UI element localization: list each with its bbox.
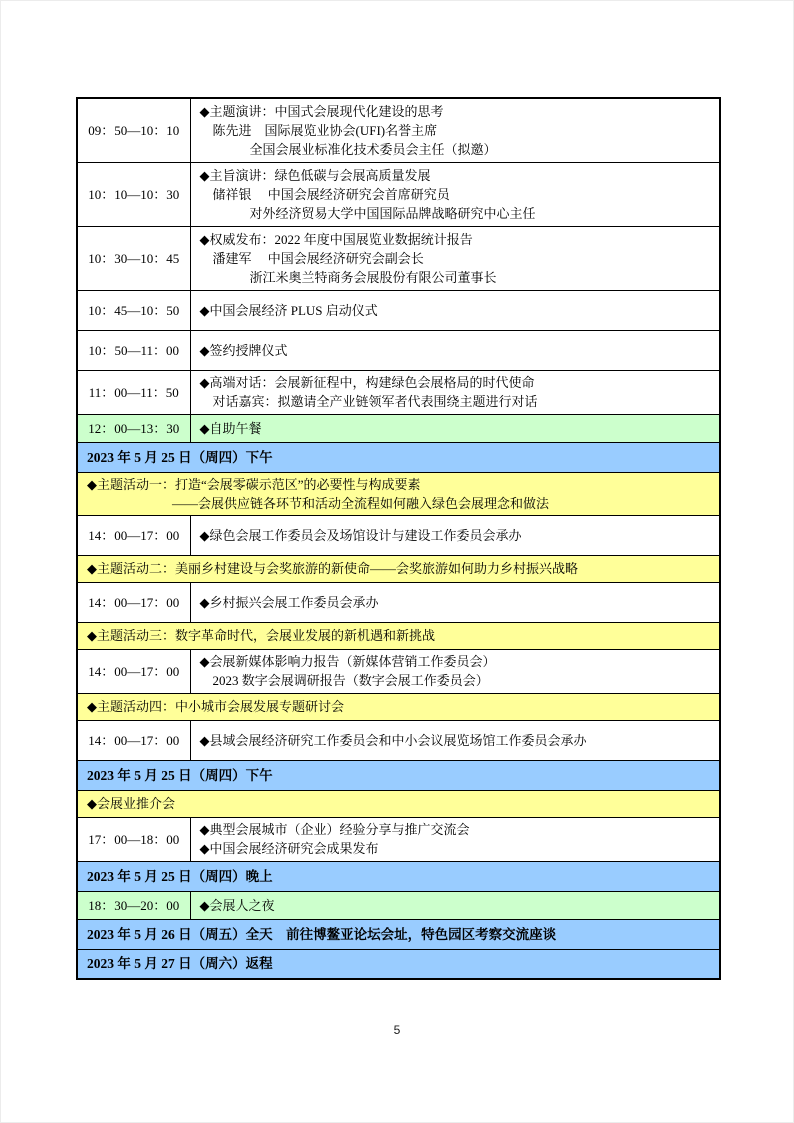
time-cell: 14：00—17：00 bbox=[77, 720, 190, 760]
date-banner-text: 2023 年 5 月 25 日（周四）下午 bbox=[87, 767, 273, 783]
content-cell bbox=[190, 582, 720, 622]
table-row bbox=[77, 622, 720, 649]
table-row bbox=[77, 330, 720, 370]
time-cell: 18：30—20：00 bbox=[77, 891, 190, 919]
content-line: ◆主旨演讲：绿色低碳与会展高质量发展 bbox=[199, 167, 431, 183]
time-cell: 14：00—17：00 bbox=[77, 515, 190, 555]
time-cell: 17：00—18：00 bbox=[77, 817, 190, 861]
page-number: 5 bbox=[393, 1023, 401, 1037]
table-row bbox=[77, 649, 720, 693]
table-row bbox=[77, 790, 720, 817]
content-line: 全国会展业标准化技术委员会主任（拟邀） bbox=[249, 141, 497, 157]
theme-banner-text: ◆主题活动四：中小城市会展发展专题研讨会 bbox=[87, 699, 344, 714]
table-row bbox=[77, 414, 720, 442]
time-cell: 14：00—17：00 bbox=[77, 649, 190, 693]
date-banner-text: 2023 年 5 月 25 日（周四）晚上 bbox=[87, 868, 273, 884]
time-cell: 10：50—11：00 bbox=[77, 330, 190, 370]
content-line: ◆会展新媒体影响力报告（新媒体营销工作委员会） bbox=[199, 654, 496, 669]
table-row bbox=[77, 98, 720, 162]
content-line: 2023 数字会展调研报告（数字会展工作委员会） bbox=[212, 673, 489, 688]
date-banner bbox=[77, 760, 720, 790]
theme-banner bbox=[77, 472, 720, 515]
content-cell bbox=[190, 515, 720, 555]
content-cell bbox=[190, 98, 720, 162]
theme-banner-text: ◆主题活动二：美丽乡村建设与会奖旅游的新使命——会奖旅游如何助力乡村振兴战略 bbox=[87, 561, 578, 576]
content-cell bbox=[190, 162, 720, 226]
content-line: ◆权威发布：2022 年度中国展览业数据统计报告 bbox=[199, 231, 473, 247]
theme-banner bbox=[77, 790, 720, 817]
table-row bbox=[77, 370, 720, 414]
content-cell bbox=[190, 649, 720, 693]
table-row bbox=[77, 949, 720, 979]
content-line: ◆典型会展城市（企业）经验分享与推广交流会 bbox=[199, 822, 470, 837]
table-row bbox=[77, 472, 720, 515]
time-cell: 10：45—10：50 bbox=[77, 290, 190, 330]
content-line: ◆乡村振兴会展工作委员会承办 bbox=[199, 594, 379, 610]
content-cell bbox=[190, 891, 720, 919]
content-cell bbox=[190, 290, 720, 330]
theme-banner-text: ◆主题活动三：数字革命时代，会展业发展的新机遇和新挑战 bbox=[87, 628, 435, 643]
theme-banner bbox=[77, 622, 720, 649]
theme-banner-text: ◆会展业推介会 bbox=[87, 796, 175, 811]
content-line: 浙江米奥兰特商务会展股份有限公司董事长 bbox=[249, 269, 497, 285]
table-row bbox=[77, 720, 720, 760]
schedule-table-body bbox=[77, 98, 720, 979]
time-cell: 12：00—13：30 bbox=[77, 414, 190, 442]
time-cell: 09：50—10：10 bbox=[77, 98, 190, 162]
table-row bbox=[77, 919, 720, 949]
date-banner bbox=[77, 442, 720, 472]
table-row bbox=[77, 582, 720, 622]
date-banner bbox=[77, 949, 720, 979]
theme-banner bbox=[77, 693, 720, 720]
table-row bbox=[77, 817, 720, 861]
table-row bbox=[77, 515, 720, 555]
time-cell: 10：10—10：30 bbox=[77, 162, 190, 226]
content-line: 储祥银 中国会展经济研究会首席研究员 bbox=[212, 186, 450, 202]
table-row bbox=[77, 891, 720, 919]
content-cell bbox=[190, 370, 720, 414]
content-cell bbox=[190, 817, 720, 861]
content-line: ◆签约授牌仪式 bbox=[199, 342, 288, 358]
time-cell: 11：00—11：50 bbox=[77, 370, 190, 414]
schedule-table bbox=[76, 97, 721, 980]
time-cell: 10：30—10：45 bbox=[77, 226, 190, 290]
content-line: ◆绿色会展工作委员会及场馆设计与建设工作委员会承办 bbox=[199, 527, 522, 543]
content-cell bbox=[190, 226, 720, 290]
table-row bbox=[77, 162, 720, 226]
content-line: ◆中国会展经济研究会成果发布 bbox=[199, 841, 379, 856]
content-line: ◆高端对话：会展新征程中，构建绿色会展格局的时代使命 bbox=[199, 375, 535, 390]
date-banner bbox=[77, 919, 720, 949]
content-line: ◆主题演讲：中国式会展现代化建设的思考 bbox=[199, 103, 444, 119]
content-line: 对外经济贸易大学中国国际品牌战略研究中心主任 bbox=[249, 205, 536, 221]
date-banner-text: 2023 年 5 月 26 日（周五）全天 前往博鳌亚论坛会址，特色园区考察交流座谈 bbox=[87, 926, 557, 942]
theme-banner-text: ◆主题活动一：打造“会展零碳示范区”的必要性与构成要素 bbox=[87, 476, 421, 492]
time-cell: 14：00—17：00 bbox=[77, 582, 190, 622]
theme-banner bbox=[77, 555, 720, 582]
content-cell bbox=[190, 330, 720, 370]
content-line: 对话嘉宾：拟邀请全产业链领军者代表围绕主题进行对话 bbox=[212, 394, 538, 409]
table-row bbox=[77, 760, 720, 790]
date-banner bbox=[77, 861, 720, 891]
table-row bbox=[77, 226, 720, 290]
content-line: ◆中国会展经济 PLUS 启动仪式 bbox=[199, 302, 378, 318]
table-row bbox=[77, 861, 720, 891]
content-cell bbox=[190, 414, 720, 442]
content-line: 陈先进 国际展览业协会(UFI)名誉主席 bbox=[212, 122, 438, 138]
content-line: ◆县域会展经济研究工作委员会和中小会议展览场馆工作委员会承办 bbox=[199, 732, 587, 748]
theme-banner-text: ——会展供应链各环节和活动全流程如何融入绿色会展理念和做法 bbox=[172, 495, 550, 511]
date-banner-text: 2023 年 5 月 27 日（周六）返程 bbox=[87, 956, 273, 972]
table-row bbox=[77, 555, 720, 582]
table-row bbox=[77, 442, 720, 472]
content-line: 潘建军 中国会展经济研究会副会长 bbox=[212, 250, 424, 266]
table-row bbox=[77, 290, 720, 330]
table-row bbox=[77, 693, 720, 720]
content-line: ◆会展人之夜 bbox=[199, 897, 275, 913]
content-line: ◆自助午餐 bbox=[199, 420, 262, 436]
date-banner-text: 2023 年 5 月 25 日（周四）下午 bbox=[87, 449, 273, 465]
content-cell bbox=[190, 720, 720, 760]
